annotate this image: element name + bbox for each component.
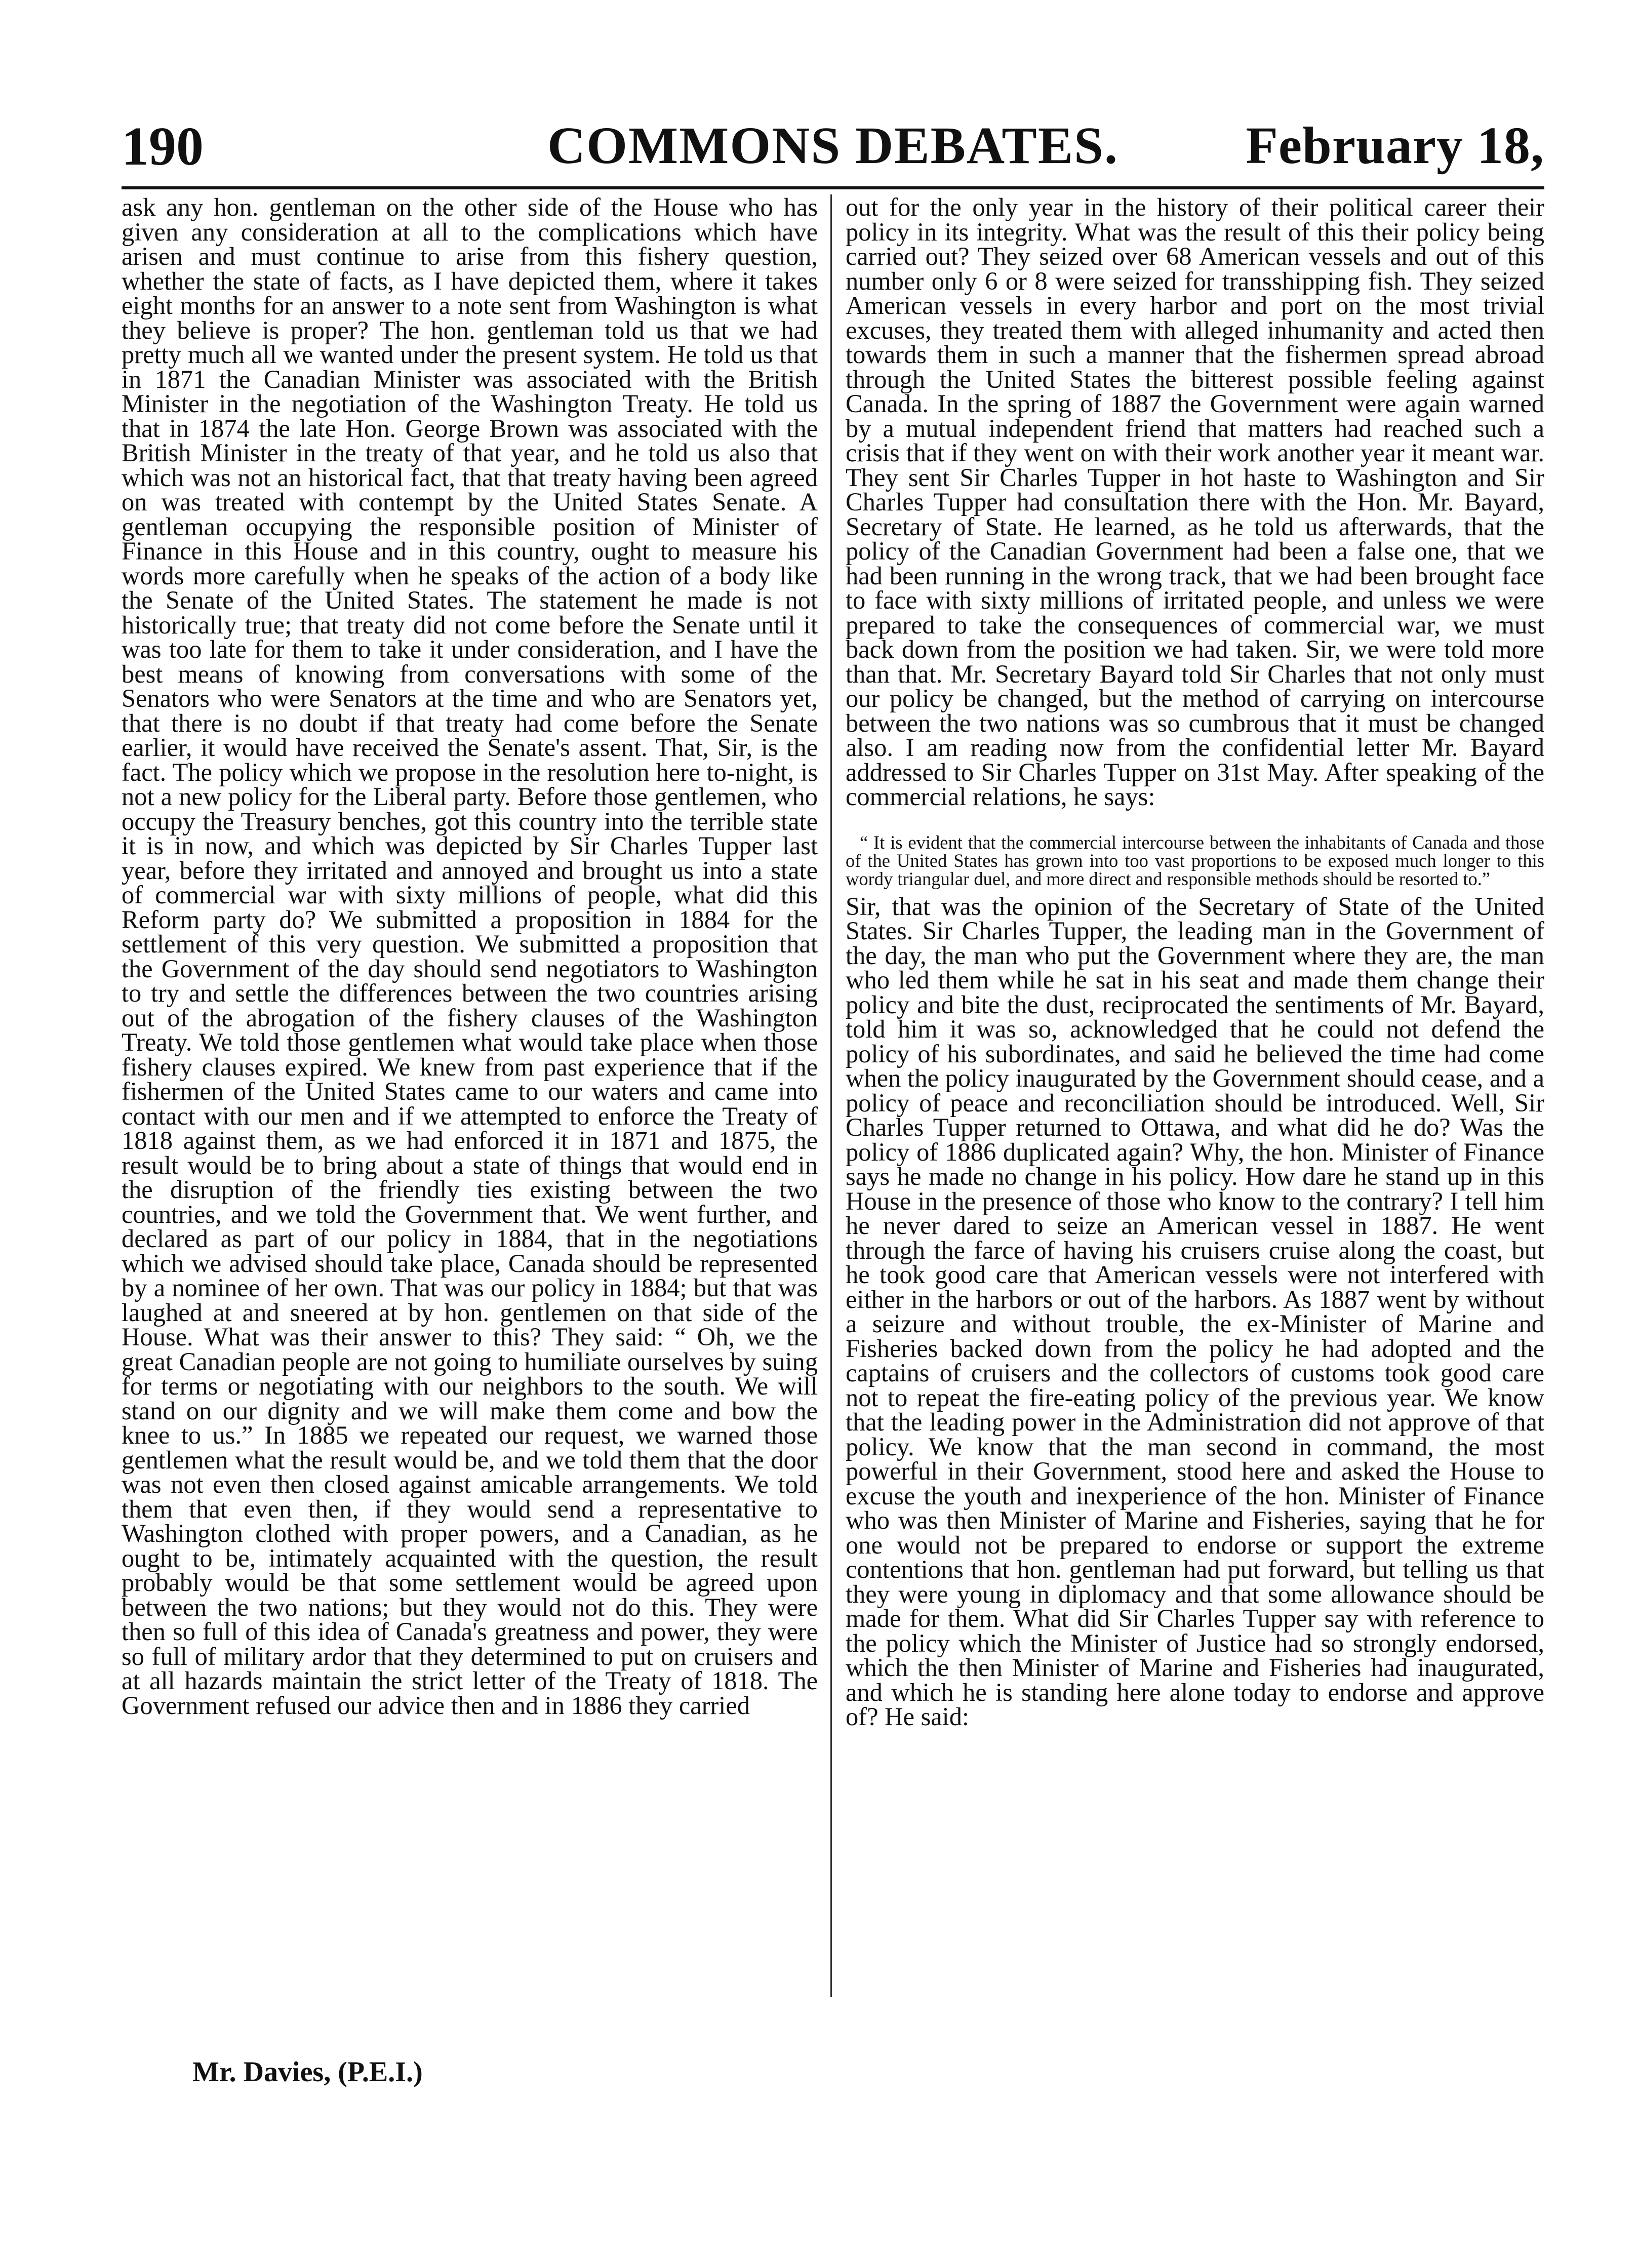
publication-title: COMMONS DEBATES.	[547, 116, 1118, 175]
block-quote: “ It is evident that the commercial intercourse between the inhabitants of Canada and those of the United States has grown into too vast proportions to be exposed much longer to this wordy triangular duel, and more direct and responsible methods should be resorted to.”	[846, 831, 1544, 889]
page-number: 190	[122, 116, 204, 177]
left-column	[122, 195, 818, 1718]
left-column-text: ask any hon. gentleman on the other side of the House who has given any consideration at all to the complications which have arisen and must continue to arise from this fishery question, whether the state of facts, as I have depicted them, where it takes eight months for an answer to a note sent from Washington is what they believe is proper? The hon. gentleman told us that we had pretty much all we wanted under the present system. He told us that in 1871 the Canadian Minister was associated with the British Minister in the negotiation of the Washington Treaty. He told us that in 1874 the late Hon. George Brown was associated with the British Minister in the treaty of that year, and he told us also that which was not an historical fact, that that treaty having been agreed on was treated with contempt by the United States Senate. A gentleman occupying the responsible position of Minister of Finance in this House and in this country, ought to measure his words more carefully when he speaks of the action of a body like the Senate of the United States. The statement he made is not historically true; that treaty did not come before the Senate until it was too late for them to take it under consideration, and I have the best means of knowing from conversations with some of the Senators who were Senators at the time and who are Senators yet, that there is no doubt if that treaty had come before the Senate earlier, it would have received the Senate's assent. That, Sir, is the fact. The policy which we propose in the resolution here to-night, is not a new policy for the Liberal party. Before those gentlemen, who occupy the Treasury benches, got this country into the terrible state it is in now, and which was depicted by Sir Charles Tupper last year, before they irritated and annoyed and brought us into a state of commercial war with sixty millions of people, what did this Reform party do? We submitted a proposition in 1884 for the settlement of this very question. We submitted a proposition that the Government of the day should send negotiators to Washington to try and settle the differences between the two countries arising out of the abrogation of the fishery clauses of the Washington Treaty. We told those gentlemen what would take place when those fishery clauses expired. We knew from past experience that if the fishermen of the United States came to our waters and came into contact with our men and if we attempted to enforce the Treaty of 1818 against them, as we had enforced it in 1871 and 1875, the result would be to bring about a state of things that would end in the disruption of the friendly ties existing between the two countries, and we told the Government that. We went further, and declared as part of our policy in 1884, that in the negotiations which we advised should take place, Canada should be represented by a nominee of her own. That was our policy in 1884; but that was laughed at and sneered at by hon. gentlemen on that side of the House. What was their answer to this? They said: “ Oh, we the great Canadian people are not going to humiliate ourselves by suing for terms or negotiating with our neighbors to the south. We will stand on our dignity and we will make them come and bow the knee to us.” In 1885 we repeated our request, we warned those gentlemen what the result would be, and we told them that the door was not even then closed against amicable arrangements. We told them that even then, if they would send a representative to Washington clothed with proper powers, and a Canadian, as he ought to be, intimately acquainted with the question, the result probably would be that some settlement would be agreed upon between the two nations; but they would not do this. They were then so full of this idea of Canada's greatness and power, they were so full of military ardor that they determined to put on cruisers and at all hazards maintain the strict letter of the Treaty of 1818. The Government refused our advice then and in 1886 they carried	[122, 193, 818, 1720]
header-rule	[122, 186, 1544, 189]
page-date: February 18,	[1246, 116, 1544, 175]
right-column-text-after-quote: Sir, that was the opinion of the Secretary of State of the United States. Sir Charles Tupper, the leading man in the Government of the day, the man who put the Government where they are, the man who led them while he sat in his seat and made them change their policy and bite the dust, reciprocated the sentiments of Mr. Bayard, told him it was so, acknowledged that he could not defend the policy of his subordinates, and said he believed the time had come when the policy inaugurated by the Government should cease, and a policy of peace and reconciliation should be introduced. Well, Sir Charles Tupper returned to Ottawa, and what did he do? Was the policy of 1886 duplicated again? Why, the hon. Minister of Finance says he made no change in his policy. How dare he stand up in this House in the presence of those who know to the contrary? I tell him he never dared to seize an American vessel in 1887. He went through the farce of having his cruisers cruise along the coast, but he took good care that American vessels were not interfered with either in the harbors or out of the harbors. As 1887 went by without a seizure and without trouble, the ex-Minister of Marine and Fisheries backed down from the policy he had adopted and the captains of cruisers and the collectors of customs took good care not to repeat the fire-eating policy of the previous year. We know that the leading power in the Administration did not approve of that policy. We know that the man second in command, the most powerful in their Government, stood here and asked the House to excuse the youth and inexperience of the hon. Minister of Finance who was then Minister of Marine and Fisheries, saying that he for one would not be prepared to endorse or support the extreme contentions that hon. gentleman had put forward, but telling us that they were young in diplomacy and that some allowance should be made for them. What did Sir Charles Tupper say with reference to the policy which the Minister of Justice had so strongly endorsed, which the then Minister of Marine and Fisheries had inaugurated, and which he is standing here alone today to endorse and approve of? He said:	[846, 892, 1544, 1731]
right-column-text-before-quote: out for the only year in the history of their political career their policy in its integrity. What was the result of this their policy being carried out? They seized over 68 American vessels and out of this number only 6 or 8 were seized for transshipping fish. They seized American vessels in every harbor and port on the most trivial excuses, they treated them with alleged inhumanity and acted then towards them in such a manner that the fishermen spread abroad through the United States the bitterest possible feeling against Canada. In the spring of 1887 the Government were again warned by a mutual independent friend that matters had reached such a crisis that if they went on with their work another year it meant war. They sent Sir Charles Tupper in hot haste to Washington and Sir Charles Tupper had consultation there with the Hon. Mr. Bayard, Secretary of State. He learned, as he told us afterwards, that the policy of the Canadian Government had been a false one, that we had been running in the wrong track, that we had been brought face to face with sixty millions of irritated people, and unless we were prepared to take the consequences of commercial war, we must back down from the position we had taken. Sir, we were told more than that. Mr. Secretary Bayard told Sir Charles that not only must our policy be changed, but the method of carrying on intercourse between the two nations was so cumbrous that it must be changed also. I am reading now from the confidential letter Mr. Bayard addressed to Sir Charles Tupper on 31st May. After speaking of the commercial relations, he says:	[846, 193, 1544, 811]
right-column	[846, 195, 1544, 1729]
speaker-footer: Mr. Davies, (P.E.I.)	[192, 2056, 423, 2088]
page-header	[122, 115, 1544, 191]
column-divider	[830, 194, 832, 1997]
